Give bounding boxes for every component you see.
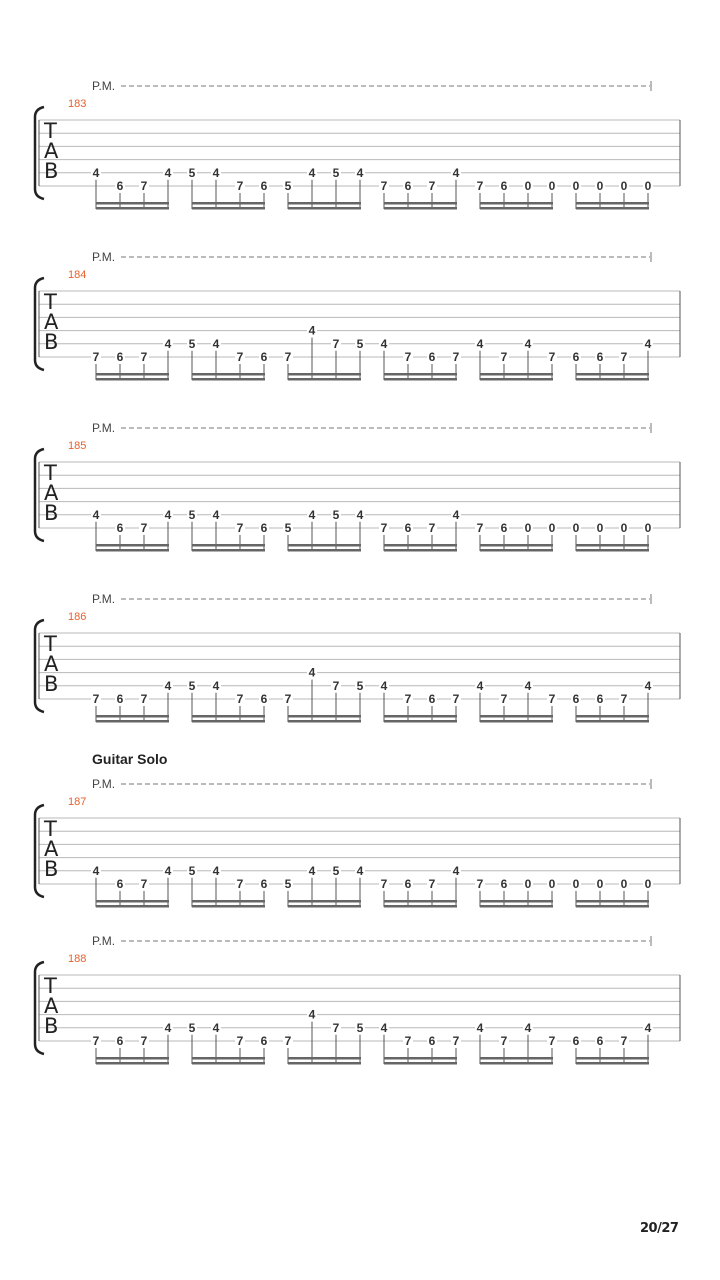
fret-number: 4	[356, 863, 364, 878]
fret-number: 6	[260, 521, 268, 535]
beam-secondary	[480, 378, 553, 381]
beam-primary	[288, 373, 361, 376]
fret-number: 7	[284, 692, 292, 706]
beam-primary	[192, 202, 265, 205]
fret-number: 0	[620, 521, 628, 535]
fret-number: 0	[596, 521, 604, 535]
tab-letter-A: A	[44, 652, 59, 676]
beam-secondary	[192, 905, 265, 908]
tab-letter-T: T	[44, 119, 57, 143]
fret-number: 7	[476, 179, 484, 193]
fret-number: 4	[308, 507, 316, 522]
fret-number: 7	[452, 1034, 460, 1048]
measure-number: 183	[68, 98, 87, 110]
tab-system-183	[35, 79, 680, 210]
tab-letter-B: B	[44, 857, 59, 881]
fret-number: 7	[548, 692, 556, 706]
fret-number: 0	[524, 877, 532, 891]
fret-number: 4	[308, 1007, 316, 1022]
fret-number: 6	[500, 179, 508, 193]
fret-number: 5	[356, 1020, 364, 1035]
measure-number: 188	[68, 953, 87, 965]
fret-number: 5	[188, 507, 196, 522]
fret-number: 0	[596, 179, 604, 193]
beam-primary	[480, 202, 553, 205]
page-number: 20/27	[640, 1221, 679, 1236]
fret-number: 6	[404, 521, 412, 535]
fret-number: 7	[332, 678, 340, 693]
fret-number: 7	[140, 521, 148, 535]
tab-letter-T: T	[44, 461, 57, 485]
fret-number: 4	[380, 1020, 388, 1035]
beam-secondary	[288, 378, 361, 381]
beam-primary	[192, 544, 265, 547]
fret-number: 4	[212, 1020, 220, 1035]
palm-mute-label: P.M.	[92, 592, 116, 606]
fret-number: 5	[188, 336, 196, 351]
fret-number: 7	[284, 1034, 292, 1048]
fret-number: 7	[476, 521, 484, 535]
beam-primary	[96, 544, 169, 547]
beam-primary	[192, 373, 265, 376]
fret-number: 6	[404, 179, 412, 193]
fret-number: 6	[596, 692, 604, 706]
beam-secondary	[576, 905, 649, 908]
fret-number: 4	[308, 165, 316, 180]
fret-number: 7	[92, 350, 100, 364]
fret-number: 4	[356, 507, 364, 522]
fret-number: 4	[212, 863, 220, 878]
fret-number: 4	[92, 863, 100, 878]
fret-number: 4	[164, 336, 172, 351]
fret-number: 7	[620, 350, 628, 364]
fret-number: 4	[308, 863, 316, 878]
fret-number: 6	[116, 179, 124, 193]
tab-letter-A: A	[44, 837, 59, 861]
fret-number: 6	[116, 521, 124, 535]
fret-number: 5	[356, 678, 364, 693]
beam-primary	[96, 715, 169, 718]
beam-primary	[384, 202, 457, 205]
fret-number: 0	[620, 877, 628, 891]
fret-number: 4	[524, 678, 532, 693]
fret-number: 5	[188, 863, 196, 878]
measure-number: 186	[68, 611, 87, 623]
tab-letter-A: A	[44, 310, 59, 334]
fret-number: 7	[500, 1034, 508, 1048]
beam-primary	[96, 1057, 169, 1060]
beam-secondary	[288, 207, 361, 210]
fret-number: 0	[548, 179, 556, 193]
fret-number: 0	[572, 521, 580, 535]
fret-number: 7	[332, 1020, 340, 1035]
fret-number: 7	[236, 350, 244, 364]
fret-number: 0	[644, 179, 652, 193]
fret-number: 7	[236, 877, 244, 891]
fret-number: 7	[140, 692, 148, 706]
tab-system-188	[35, 934, 680, 1065]
fret-number: 0	[548, 877, 556, 891]
beam-primary	[384, 900, 457, 903]
beam-primary	[384, 715, 457, 718]
fret-number: 4	[524, 1020, 532, 1035]
fret-number: 7	[548, 350, 556, 364]
measure-number: 185	[68, 440, 87, 452]
beam-primary	[288, 715, 361, 718]
fret-number: 4	[644, 1020, 652, 1035]
fret-number: 0	[524, 521, 532, 535]
beam-primary	[192, 715, 265, 718]
tab-letter-T: T	[44, 974, 57, 998]
fret-number: 4	[452, 507, 460, 522]
beam-secondary	[96, 720, 169, 723]
beam-secondary	[480, 720, 553, 723]
fret-number: 5	[284, 877, 292, 891]
tab-system-184	[35, 250, 680, 381]
fret-number: 6	[428, 1034, 436, 1048]
fret-number: 7	[428, 521, 436, 535]
beam-primary	[480, 373, 553, 376]
fret-number: 7	[140, 179, 148, 193]
beam-secondary	[576, 207, 649, 210]
beam-secondary	[384, 378, 457, 381]
beam-primary	[480, 715, 553, 718]
fret-number: 4	[308, 323, 316, 338]
beam-secondary	[192, 207, 265, 210]
tab-letter-B: B	[44, 330, 59, 354]
palm-mute-label: P.M.	[92, 79, 116, 93]
fret-number: 4	[164, 863, 172, 878]
tab-letter-B: B	[44, 672, 59, 696]
beam-secondary	[576, 549, 649, 552]
fret-number: 7	[548, 1034, 556, 1048]
beam-secondary	[384, 207, 457, 210]
fret-number: 4	[164, 507, 172, 522]
fret-number: 6	[572, 350, 580, 364]
beam-secondary	[384, 1062, 457, 1065]
fret-number: 0	[572, 877, 580, 891]
fret-number: 7	[140, 877, 148, 891]
beam-primary	[576, 715, 649, 718]
beam-secondary	[96, 549, 169, 552]
beam-primary	[480, 1057, 553, 1060]
fret-number: 7	[236, 521, 244, 535]
fret-number: 0	[524, 179, 532, 193]
tab-letter-B: B	[44, 501, 59, 525]
tab-letter-B: B	[44, 1014, 59, 1038]
beam-secondary	[480, 1062, 553, 1065]
fret-number: 4	[212, 678, 220, 693]
fret-number: 7	[500, 692, 508, 706]
fret-number: 4	[212, 336, 220, 351]
beam-primary	[384, 373, 457, 376]
fret-number: 7	[140, 350, 148, 364]
tab-letter-A: A	[44, 481, 59, 505]
beam-primary	[576, 544, 649, 547]
beam-secondary	[288, 720, 361, 723]
fret-number: 7	[500, 350, 508, 364]
fret-number: 7	[476, 877, 484, 891]
fret-number: 4	[380, 678, 388, 693]
fret-number: 0	[572, 179, 580, 193]
fret-number: 7	[92, 692, 100, 706]
fret-number: 7	[620, 692, 628, 706]
beam-primary	[192, 900, 265, 903]
fret-number: 7	[236, 692, 244, 706]
fret-number: 4	[164, 1020, 172, 1035]
palm-mute-label: P.M.	[92, 934, 116, 948]
fret-number: 6	[260, 179, 268, 193]
beam-secondary	[576, 720, 649, 723]
fret-number: 6	[572, 692, 580, 706]
fret-number: 6	[596, 1034, 604, 1048]
fret-number: 7	[284, 350, 292, 364]
beam-secondary	[576, 1062, 649, 1065]
fret-number: 6	[260, 1034, 268, 1048]
fret-number: 4	[452, 165, 460, 180]
beam-secondary	[96, 378, 169, 381]
fret-number: 4	[380, 336, 388, 351]
fret-number: 7	[404, 1034, 412, 1048]
beam-secondary	[192, 378, 265, 381]
fret-number: 7	[404, 692, 412, 706]
beam-primary	[576, 1057, 649, 1060]
beam-secondary	[384, 905, 457, 908]
fret-number: 4	[524, 336, 532, 351]
beam-primary	[576, 900, 649, 903]
beam-secondary	[480, 549, 553, 552]
fret-number: 6	[428, 692, 436, 706]
fret-number: 7	[380, 521, 388, 535]
fret-number: 7	[404, 350, 412, 364]
tab-letter-B: B	[44, 159, 59, 183]
fret-number: 6	[404, 877, 412, 891]
fret-number: 4	[164, 165, 172, 180]
fret-number: 5	[332, 863, 340, 878]
fret-number: 6	[116, 350, 124, 364]
palm-mute-label: P.M.	[92, 777, 116, 791]
beam-secondary	[192, 720, 265, 723]
fret-number: 4	[476, 336, 484, 351]
beam-secondary	[96, 905, 169, 908]
fret-number: 0	[596, 877, 604, 891]
palm-mute-label: P.M.	[92, 421, 116, 435]
fret-number: 6	[572, 1034, 580, 1048]
beam-primary	[576, 202, 649, 205]
fret-number: 5	[188, 1020, 196, 1035]
beam-secondary	[192, 549, 265, 552]
fret-number: 0	[548, 521, 556, 535]
fret-number: 4	[356, 165, 364, 180]
fret-number: 6	[428, 350, 436, 364]
beam-primary	[576, 373, 649, 376]
fret-number: 5	[332, 507, 340, 522]
beam-primary	[480, 544, 553, 547]
fret-number: 5	[284, 179, 292, 193]
fret-number: 7	[452, 350, 460, 364]
beam-primary	[288, 1057, 361, 1060]
fret-number: 5	[188, 678, 196, 693]
fret-number: 6	[116, 1034, 124, 1048]
beam-primary	[288, 202, 361, 205]
beam-secondary	[288, 905, 361, 908]
fret-number: 4	[452, 863, 460, 878]
beam-secondary	[576, 378, 649, 381]
fret-number: 4	[164, 678, 172, 693]
beam-secondary	[384, 549, 457, 552]
fret-number: 7	[428, 877, 436, 891]
beam-secondary	[288, 1062, 361, 1065]
beam-primary	[96, 373, 169, 376]
fret-number: 4	[92, 507, 100, 522]
fret-number: 5	[188, 165, 196, 180]
fret-number: 6	[116, 692, 124, 706]
beam-secondary	[96, 207, 169, 210]
fret-number: 6	[500, 521, 508, 535]
beam-secondary	[288, 549, 361, 552]
fret-number: 4	[476, 678, 484, 693]
measure-number: 184	[68, 269, 87, 281]
fret-number: 7	[428, 179, 436, 193]
beam-primary	[192, 1057, 265, 1060]
tab-letter-T: T	[44, 632, 57, 656]
beam-secondary	[384, 720, 457, 723]
palm-mute-label: P.M.	[92, 250, 116, 264]
fret-number: 7	[236, 1034, 244, 1048]
tab-system-185	[35, 421, 680, 552]
fret-number: 7	[92, 1034, 100, 1048]
beam-secondary	[480, 207, 553, 210]
fret-number: 6	[260, 877, 268, 891]
fret-number: 7	[332, 336, 340, 351]
fret-number: 4	[644, 336, 652, 351]
fret-number: 0	[644, 521, 652, 535]
tab-system-187	[35, 751, 680, 908]
beam-secondary	[96, 1062, 169, 1065]
fret-number: 7	[236, 179, 244, 193]
beam-primary	[384, 544, 457, 547]
tab-letter-A: A	[44, 139, 59, 163]
measure-number: 187	[68, 796, 87, 808]
fret-number: 4	[476, 1020, 484, 1035]
beam-primary	[384, 1057, 457, 1060]
beam-primary	[96, 900, 169, 903]
beam-secondary	[480, 905, 553, 908]
tab-letter-A: A	[44, 994, 59, 1018]
fret-number: 6	[596, 350, 604, 364]
beam-primary	[480, 900, 553, 903]
fret-number: 7	[620, 1034, 628, 1048]
beam-primary	[288, 900, 361, 903]
fret-number: 0	[644, 877, 652, 891]
fret-number: 5	[332, 165, 340, 180]
fret-number: 6	[260, 350, 268, 364]
fret-number: 4	[308, 665, 316, 680]
fret-number: 0	[620, 179, 628, 193]
beam-secondary	[192, 1062, 265, 1065]
fret-number: 6	[260, 692, 268, 706]
fret-number: 7	[452, 692, 460, 706]
beam-primary	[96, 202, 169, 205]
fret-number: 4	[644, 678, 652, 693]
fret-number: 7	[140, 1034, 148, 1048]
fret-number: 5	[284, 521, 292, 535]
fret-number: 6	[500, 877, 508, 891]
beam-primary	[288, 544, 361, 547]
fret-number: 7	[380, 179, 388, 193]
fret-number: 5	[356, 336, 364, 351]
tab-letter-T: T	[44, 290, 57, 314]
section-label: Guitar Solo	[92, 751, 168, 767]
fret-number: 7	[380, 877, 388, 891]
fret-number: 4	[92, 165, 100, 180]
fret-number: 6	[116, 877, 124, 891]
fret-number: 4	[212, 165, 220, 180]
tab-letter-T: T	[44, 817, 57, 841]
tab-system-186	[35, 592, 680, 723]
fret-number: 4	[212, 507, 220, 522]
